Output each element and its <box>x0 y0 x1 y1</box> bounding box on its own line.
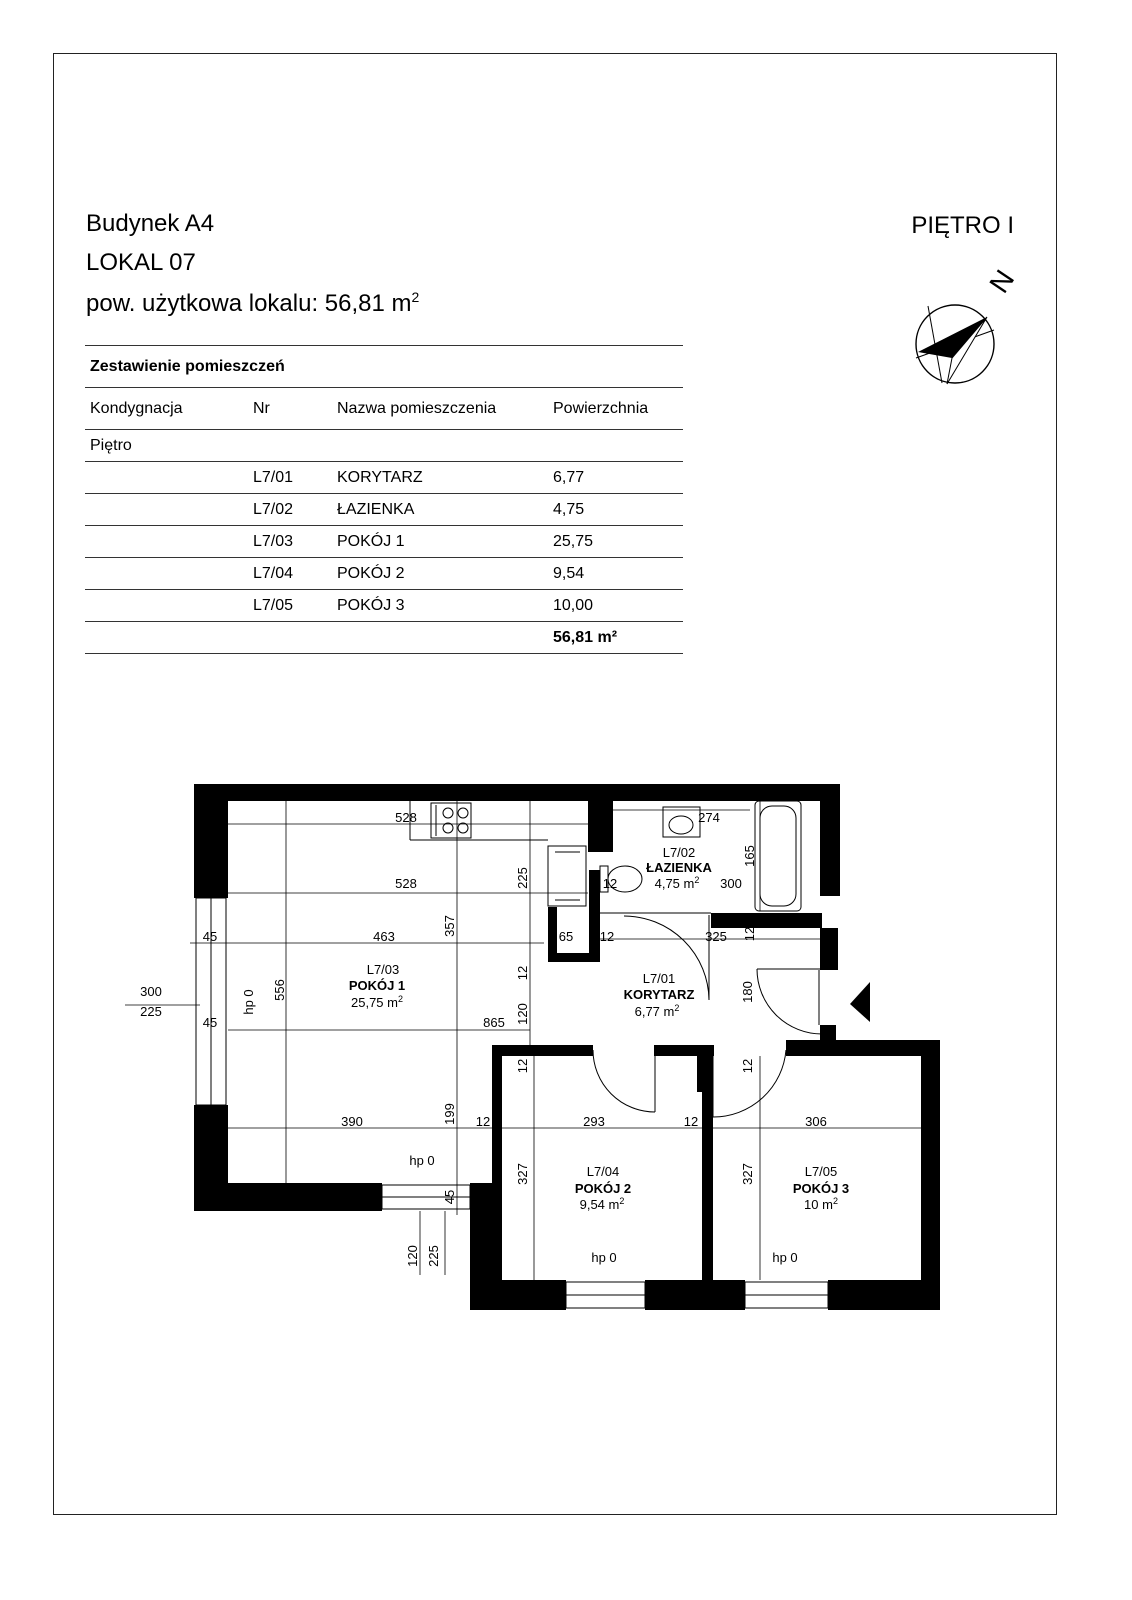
building-name: Budynek A4 <box>86 210 215 237</box>
dimension-label: 45 <box>202 929 218 944</box>
room-id: L7/02 <box>662 845 696 860</box>
dimension-label: 45 <box>202 1015 218 1030</box>
room-schedule-title: Zestawienie pomieszczeń <box>85 346 683 388</box>
dimension-label: 12 <box>515 965 530 981</box>
room-area-text: 25,75 m <box>351 995 398 1010</box>
room-area-sup: 2 <box>832 1196 838 1206</box>
dimension-label: 65 <box>558 929 574 944</box>
total-area: 56,81 m² <box>548 622 683 654</box>
sill-height: hp 0 <box>241 989 256 1015</box>
floor-label: PIĘTRO I <box>911 212 1014 239</box>
washbasin-icon <box>663 807 700 837</box>
dimension-label: 199 <box>442 1103 457 1125</box>
dimension-label: 165 <box>742 845 757 867</box>
dimension-label: 274 <box>698 810 720 825</box>
room-name: POKÓJ 3 <box>792 1181 850 1196</box>
north-label: N <box>983 264 1021 299</box>
room-name: ŁAZIENKA <box>332 494 548 526</box>
room-area-sup: 2 <box>397 994 403 1004</box>
room-name: POKÓJ 2 <box>574 1181 632 1196</box>
dimension-label: 225 <box>140 1004 162 1019</box>
dimension-label: 556 <box>272 979 287 1001</box>
col-header: Powierzchnia <box>548 388 683 430</box>
room-area: 4,75 <box>548 494 683 526</box>
dimension-label: 120 <box>405 1245 420 1267</box>
room-area <box>655 875 700 891</box>
room-number: L7/01 <box>248 462 332 494</box>
col-header: Kondygnacja <box>85 388 248 430</box>
room-id: L7/05 <box>804 1164 838 1179</box>
walls <box>194 784 940 1310</box>
sill-height: hp 0 <box>591 1250 617 1265</box>
room-name: POKÓJ 1 <box>348 978 406 993</box>
room-area: 10,00 <box>548 590 683 622</box>
sill-height: hp 0 <box>409 1153 435 1168</box>
dimension-label: 528 <box>395 810 417 825</box>
room-area: 6,77 <box>548 462 683 494</box>
room-area: 25,75 <box>548 526 683 558</box>
dimension-label: 306 <box>805 1114 827 1129</box>
level-label: Piętro <box>85 430 683 462</box>
window-panes <box>211 898 828 1295</box>
room-area-sup: 2 <box>619 1196 625 1206</box>
dimension-label: 180 <box>740 981 755 1003</box>
room-area-text: 4,75 m <box>654 876 695 891</box>
room-id: L7/04 <box>586 1164 620 1179</box>
dimension-label: 45 <box>442 1189 457 1205</box>
dimension-label: 225 <box>515 867 530 889</box>
room-number: L7/03 <box>248 526 332 558</box>
room-name: POKÓJ 3 <box>332 590 548 622</box>
dimension-label: 390 <box>341 1114 363 1129</box>
sill-height: hp 0 <box>772 1250 798 1265</box>
dimension-label: 12 <box>475 1114 491 1129</box>
room-name: KORYTARZ <box>332 462 548 494</box>
dimension-label: 120 <box>515 1003 530 1025</box>
dimension-label: 12 <box>683 1114 699 1129</box>
room-area <box>804 1196 838 1212</box>
dimension-label: 12 <box>515 1058 530 1074</box>
dimension-label: 12 <box>740 1058 755 1074</box>
room-area <box>635 1003 680 1019</box>
room-area <box>351 994 403 1010</box>
room-number: L7/04 <box>248 558 332 590</box>
room-name: KORYTARZ <box>623 987 695 1002</box>
dimension-label: 293 <box>583 1114 605 1129</box>
usable-area-sup: 2 <box>411 289 420 305</box>
room-area-sup: 2 <box>694 875 700 885</box>
entrance-arrow-icon <box>850 982 870 1022</box>
dimension-label: 327 <box>740 1163 755 1185</box>
room-name: POKÓJ 2 <box>332 558 548 590</box>
room-id: L7/01 <box>642 971 676 986</box>
room-area-text: 9,54 m <box>579 1197 620 1212</box>
bathtub-icon <box>755 801 801 911</box>
room-name: POKÓJ 1 <box>332 526 548 558</box>
dimension-label: 865 <box>483 1015 505 1030</box>
dimension-label: 300 <box>720 876 742 891</box>
north-arrow-icon <box>916 264 1020 384</box>
dimension-label: 463 <box>373 929 395 944</box>
col-header: Nazwa pomieszczenia <box>332 388 548 430</box>
room-number: L7/02 <box>248 494 332 526</box>
room-id: L7/03 <box>366 962 400 977</box>
kitchen-fixtures <box>410 801 586 906</box>
dimension-label: 12 <box>599 929 615 944</box>
dimension-label: 12 <box>602 876 618 891</box>
room-area-text: 6,77 m <box>634 1004 675 1019</box>
room-area <box>580 1196 625 1212</box>
dimension-label: 325 <box>705 929 727 944</box>
dimension-label: 357 <box>442 915 457 937</box>
col-header: Nr <box>248 388 332 430</box>
dimension-label: 300 <box>140 984 162 999</box>
room-area: 9,54 <box>548 558 683 590</box>
dimension-label: 12 <box>742 926 757 942</box>
room-area-text: 10 m <box>804 1197 833 1212</box>
room-area-sup: 2 <box>674 1003 680 1013</box>
room-name: ŁAZIENKA <box>646 860 712 875</box>
windows <box>196 898 828 1308</box>
sink-icon <box>548 846 586 906</box>
dimension-label: 327 <box>515 1163 530 1185</box>
dimension-label: 528 <box>395 876 417 891</box>
usable-area-text: pow. użytkowa lokalu: 56,81 m <box>86 290 412 317</box>
unit-number: LOKAL 07 <box>86 249 196 276</box>
room-number: L7/05 <box>248 590 332 622</box>
dimension-label: 225 <box>426 1245 441 1267</box>
